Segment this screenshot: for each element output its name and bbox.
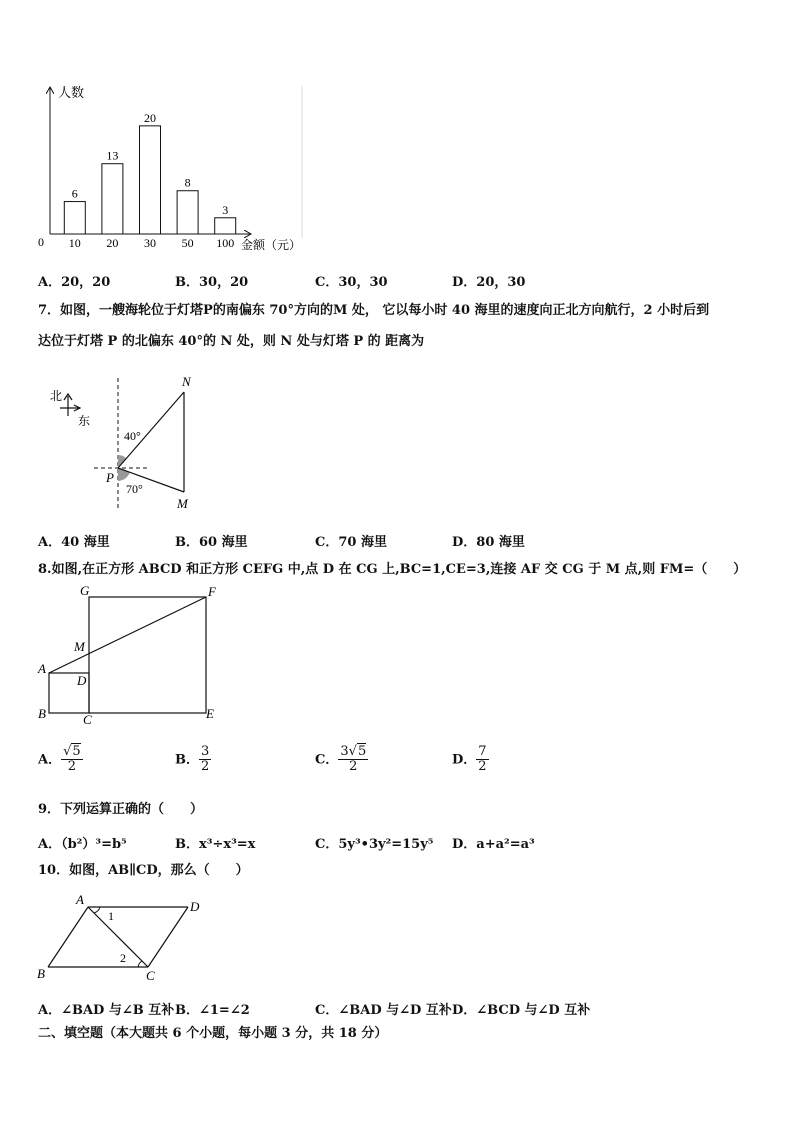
q6-option-d[interactable]: D．20，30 xyxy=(452,275,526,290)
angle-1-label: 1 xyxy=(108,909,114,923)
q8-option-b-prefix: B． xyxy=(175,752,199,768)
point-F: F xyxy=(208,584,216,599)
q9-stem: 9．下列运算正确的（ ） xyxy=(38,802,204,817)
x-tick-label: 20 xyxy=(106,236,119,250)
point-B: B xyxy=(38,706,46,721)
bar-value-label: 6 xyxy=(71,186,78,201)
point-A: A xyxy=(38,661,46,676)
point-C: C xyxy=(83,712,92,727)
bar-chart xyxy=(30,80,320,260)
x-axis-label: 金额（元） xyxy=(241,238,302,252)
q8-option-d-prefix: D． xyxy=(452,752,477,768)
radicand: 5 xyxy=(72,744,81,759)
bar-50 xyxy=(177,191,198,234)
q10-stem: 10．如图，AB∥CD，那么（ ） xyxy=(38,863,249,878)
point-C: C xyxy=(146,968,155,983)
denominator: 2 xyxy=(67,759,77,775)
fraction xyxy=(476,745,488,775)
q10-option-c[interactable]: C．∠BAD 与∠D 互补 xyxy=(315,1003,452,1018)
x-tick-label: 100 xyxy=(216,236,235,250)
x-tick-label: 30 xyxy=(144,236,156,250)
q8-stem: 8.如图,在正方形 ABCD 和正方形 CEFG 中,点 D 在 CG 上,BC=1,CE=3,连接 AF 交 CG 于 M 点,则 FM=（ ） xyxy=(38,562,747,577)
section-2-title: 二、填空题（本大题共 6 个小题，每小题 3 分，共 18 分） xyxy=(38,1026,388,1041)
point-D: D xyxy=(190,899,200,914)
point-P: P xyxy=(106,470,114,485)
q7-stem-line1: 7．如图，一艘海轮位于灯塔P的南偏东 70°方向的M 处， 它以每小时 40 海里的速度向正北方向航行，2 小时后到 xyxy=(38,303,710,318)
bar-10 xyxy=(64,202,85,234)
point-B: B xyxy=(37,966,45,981)
bar-value-label: 13 xyxy=(106,148,119,163)
point-E: E xyxy=(206,706,214,721)
q8-option-d[interactable] xyxy=(452,745,489,775)
q8-option-c-prefix: C． xyxy=(315,752,339,768)
q8-option-b[interactable] xyxy=(175,745,211,775)
numerator: 7 xyxy=(478,744,487,759)
q10-option-b[interactable]: B．∠1=∠2 xyxy=(175,1003,250,1018)
bar-100 xyxy=(215,218,236,234)
east-label: 东 xyxy=(78,414,91,428)
point-A: A xyxy=(76,892,84,907)
fraction: $\frac{√5}{2}$ xyxy=(63,744,81,775)
q7-option-d[interactable]: D．80 海里 xyxy=(452,535,525,550)
q9-option-b[interactable]: B．x³÷x³=x xyxy=(175,837,256,852)
bars-group xyxy=(64,111,235,250)
q7-option-a[interactable]: A．40 海里 xyxy=(38,535,110,550)
q10-option-a[interactable]: A．∠BAD 与∠B 互补 xyxy=(38,1003,175,1018)
fraction xyxy=(199,745,211,775)
bar-20 xyxy=(102,164,123,234)
point-N: N xyxy=(182,374,191,389)
point-M: M xyxy=(74,639,85,654)
q8-option-a-prefix: A． xyxy=(38,752,62,768)
y-axis-label: 人数 xyxy=(58,85,85,100)
q6-option-a[interactable]: A．20，20 xyxy=(38,275,111,290)
q9-option-a[interactable]: A．（b²）³=b⁵ xyxy=(38,837,127,852)
coefficient: 3 xyxy=(340,744,349,759)
radicand: 5 xyxy=(357,744,367,759)
angle-40: 40° xyxy=(124,429,141,443)
q10-figure xyxy=(34,890,214,986)
north-label: 北 xyxy=(50,389,63,403)
point-M: M xyxy=(177,496,188,511)
point-G: G xyxy=(80,583,90,598)
bar-value-label: 8 xyxy=(184,175,191,190)
bar-value-label: 3 xyxy=(222,202,229,217)
point-D: D xyxy=(77,673,87,688)
q9-option-c[interactable]: C．5y³•3y²=15y⁵ xyxy=(315,837,434,852)
q8-figure xyxy=(30,582,230,728)
denominator: 2 xyxy=(349,759,358,775)
angle-70: 70° xyxy=(126,482,143,496)
q9-option-d[interactable]: D．a+a²=a³ xyxy=(452,837,535,852)
q8-option-a[interactable] xyxy=(38,745,83,775)
q7-option-c[interactable]: C．70 海里 xyxy=(315,535,387,550)
bar-value-label: 20 xyxy=(144,110,156,125)
numerator: 3 xyxy=(201,744,210,759)
angle-2-label: 2 xyxy=(120,951,126,965)
fraction: $\frac{3√5}{2}$ xyxy=(340,744,367,775)
x-tick-label: 50 xyxy=(181,236,194,250)
q6-option-b[interactable]: B．30，20 xyxy=(175,275,249,290)
q8-option-c[interactable] xyxy=(315,745,368,775)
denominator: 2 xyxy=(201,759,210,775)
origin-label: 0 xyxy=(38,235,44,249)
q7-option-b[interactable]: B．60 海里 xyxy=(175,535,248,550)
bar-30 xyxy=(140,126,161,234)
q7-stem-line2: 达位于灯塔 P 的北偏东 40°的 N 处，则 N 处与灯塔 P 的 距离为 xyxy=(38,334,425,349)
denominator: 2 xyxy=(478,759,487,775)
q7-figure xyxy=(40,372,220,514)
q10-option-d[interactable]: D．∠BCD 与∠D 互补 xyxy=(452,1003,591,1018)
q6-option-c[interactable]: C．30，30 xyxy=(315,275,388,290)
x-tick-label: 10 xyxy=(68,236,81,250)
